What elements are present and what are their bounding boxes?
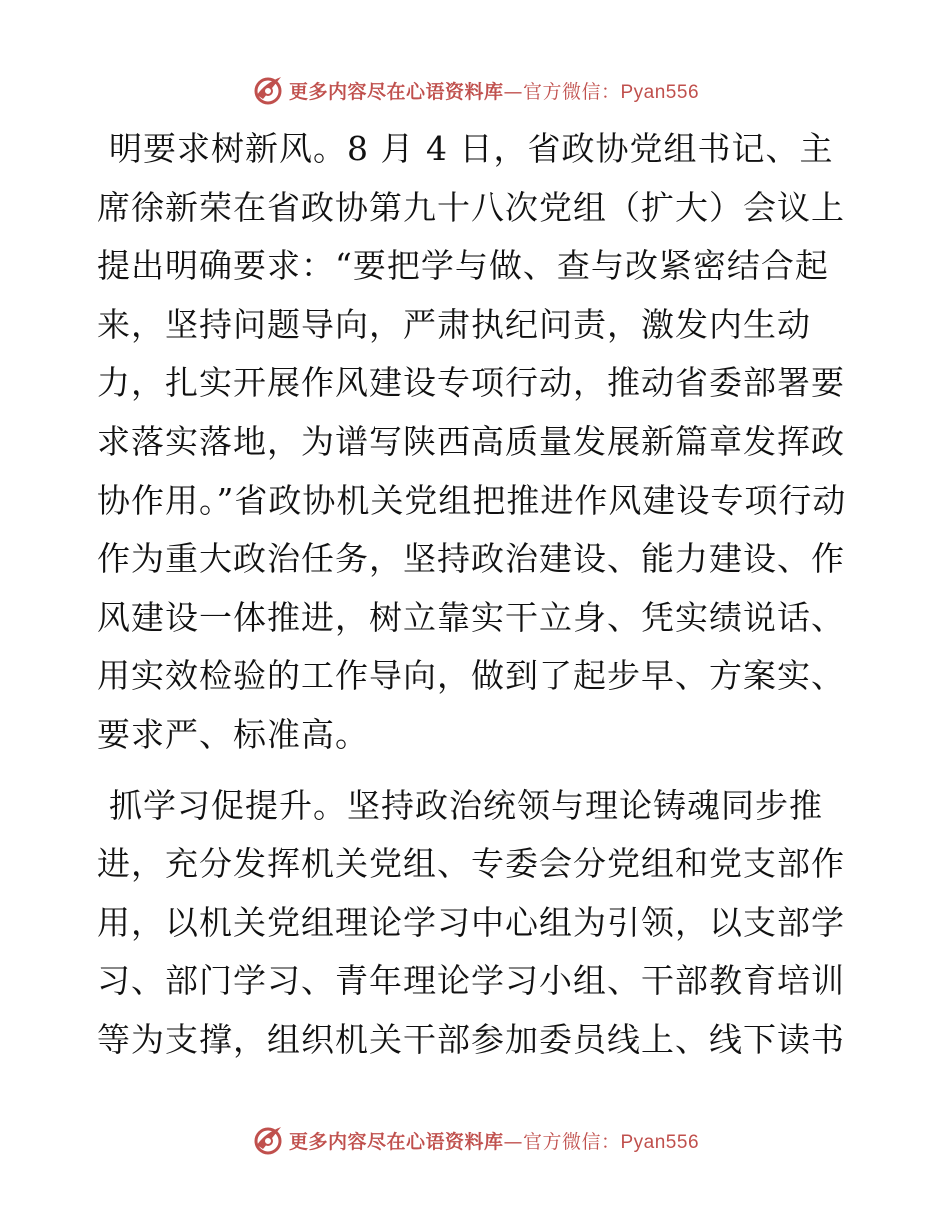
banner-dash: — [503, 80, 523, 103]
banner-dash: — [503, 1130, 523, 1153]
paragraph-2: 抓学习促提升。坚持政治统领与理论铸魂同步推进，充分发挥机关党组、专委会分党组和党支部作用，以机关党组理论学习中心组为引领，以支部学习、部门学习、青年理论学习小组、干部教育培训等为支撑，组织机关干部参加委员线上、线下读书 [97, 785, 845, 1059]
banner-official-label: 官方微信： [522, 80, 621, 103]
banner-official-label: 官方微信： [522, 1130, 621, 1153]
banner-main-text: 更多内容尽在心语资料库 [288, 1130, 504, 1153]
banner-text [289, 77, 699, 104]
paragraph-1: 明要求树新风。8 月 4 日，省政协党组书记、主席徐新荣在省政协第九十八次党组（扩大）会议上提出明确要求：“要把学与做、查与改紧密结合起来，坚持问题导向，严肃执纪问责，激发内生动力，扎实开展作风建设专项行动，推动省委部署要求落实落地，为谱写陕西高质量发展新篇章发挥政协作用。”省政协机关党组把推进作风建设专项行动作为重大政治任务，坚持政治建设、能力建设、作风建设一体推进，树立靠实干立身、凭实绩说话、用实效检验的工作导向，做到了起步早、方案实、要求严、标准高。 [97, 129, 847, 754]
pen-logo-icon [251, 73, 285, 107]
banner-wechat-id: Pyan556 [620, 1131, 700, 1153]
pen-logo-icon [251, 1123, 285, 1157]
banner-text [289, 1127, 699, 1154]
document-body [97, 120, 849, 1070]
header-watermark-banner [0, 70, 950, 110]
banner-main-text: 更多内容尽在心语资料库 [288, 80, 504, 103]
banner-wechat-id: Pyan556 [620, 81, 700, 103]
footer-watermark-banner [0, 1120, 950, 1160]
